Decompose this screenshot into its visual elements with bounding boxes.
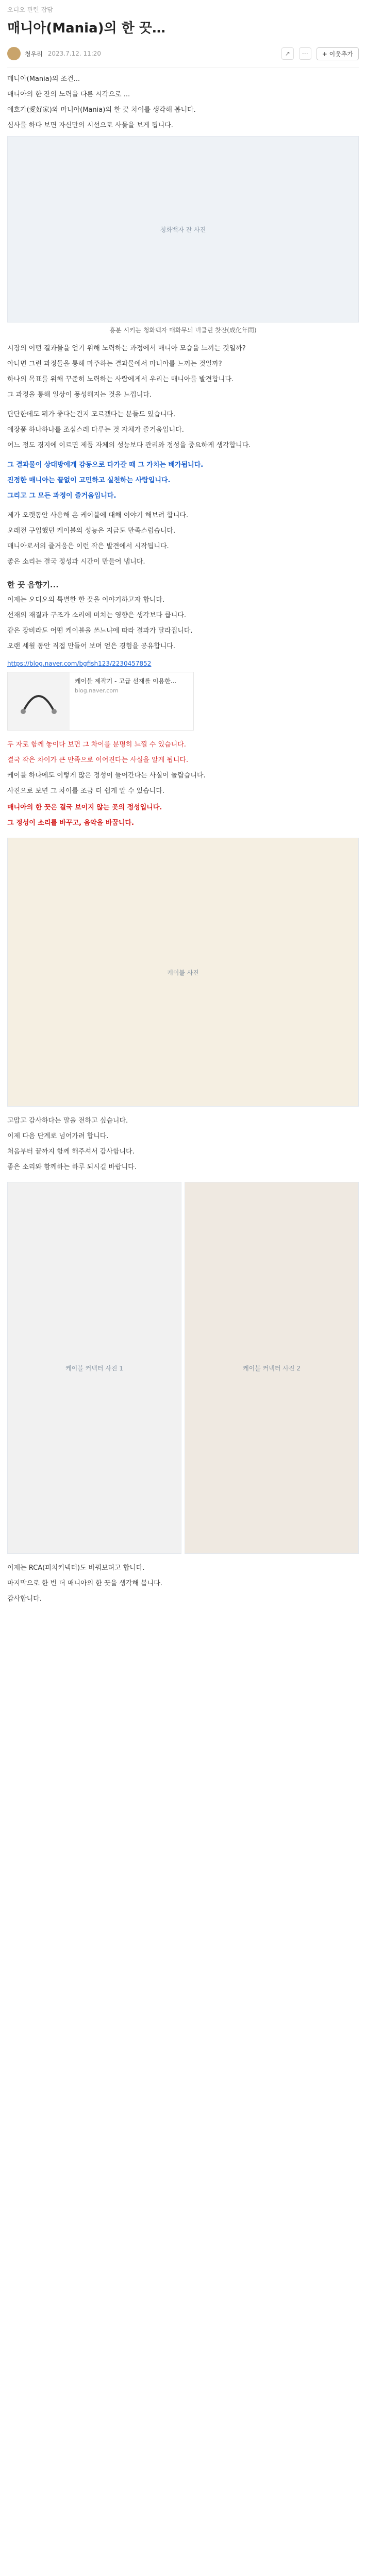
- meta-actions: [281, 47, 359, 60]
- section-8: [7, 1563, 359, 1604]
- external-link[interactable]: https://blog.naver.com/bgfish123/2230457852: [7, 660, 152, 667]
- image-connector-2: [185, 1182, 359, 1554]
- paragraph: 이제는 RCA(피치커넥터)도 바꿔보려고 합니다.: [7, 1564, 145, 1572]
- paragraph: 마지막으로 한 번 더 매니아의 한 끗을 생각해 봅니다.: [7, 1580, 162, 1587]
- image-label: 케이블 커넥터 사진 1: [65, 1364, 123, 1372]
- paragraph: 좋은 소리와 함께하는 하루 되시길 바랍니다.: [7, 1163, 137, 1171]
- paragraph: 고맙고 감사하다는 말을 전하고 싶습니다.: [7, 1117, 128, 1125]
- image-connector-1: [7, 1182, 181, 1554]
- paragraph: 감사합니다.: [7, 1595, 42, 1603]
- highlight-block: [7, 460, 359, 501]
- section-1: [7, 74, 359, 131]
- card-subtitle: blog.naver.com: [75, 687, 119, 694]
- section-7: [7, 1116, 359, 1173]
- paragraph: 심사를 하다 보면 자신만의 시선으로 사물을 보게 됩니다.: [7, 122, 173, 129]
- link-wrap: [7, 658, 359, 668]
- paragraph: 사진으로 보면 그 차이를 조금 더 쉽게 알 수 있습니다.: [7, 787, 165, 795]
- paragraph: 제가 오랫동안 사용해 온 케이블에 대해 이야기 해보려 합니다.: [7, 512, 189, 519]
- category-crumb[interactable]: 오디오 관련 잡담: [7, 6, 53, 13]
- post-title: 매니아(Mania)의 한 끗…: [7, 21, 165, 36]
- image-pair: [7, 1182, 359, 1554]
- image-label: 케이블 사진: [167, 969, 199, 976]
- paragraph: 매니아(Mania)의 조건...: [7, 75, 80, 83]
- avatar[interactable]: [7, 47, 21, 60]
- highlight-line: 진정한 매니아는 끝없이 고민하고 실천하는 사람입니다.: [7, 477, 171, 484]
- paragraph: 어느 정도 경지에 이르면 제품 자체의 성능보다 관리와 정성을 중요하게 생각합니다.: [7, 442, 251, 449]
- paragraph: 이제는 오디오의 특별한 한 끗을 이야기하고자 합니다.: [7, 596, 165, 604]
- paragraph: 처음부터 끝까지 함께 해주셔서 감사합니다.: [7, 1148, 135, 1156]
- section-3: [7, 410, 359, 451]
- paragraph: 아니면 그런 과정들을 통해 마주하는 결과물에서 마니아를 느끼는 것일까?: [7, 360, 222, 368]
- follow-button[interactable]: + 이웃추가: [317, 47, 359, 60]
- image-caption: 흥분 시키는 청화백자 매화무늬 넥클린 찻잔(成化年間): [109, 327, 257, 334]
- red-note: [7, 740, 359, 766]
- image-label: 케이블 커넥터 사진 2: [243, 1364, 301, 1372]
- red-bold: [7, 803, 359, 828]
- paragraph: 케이블 하나에도 이렇게 많은 정성이 들어간다는 사실이 놀랍습니다.: [7, 772, 206, 779]
- more-icon[interactable]: ⋯: [299, 47, 311, 60]
- card-text: [70, 672, 181, 730]
- highlight-line: 그리고 그 모든 과정이 즐거움입니다.: [7, 492, 117, 500]
- link-card[interactable]: [7, 672, 194, 731]
- red-line: 결국 작은 차이가 큰 만족으로 이어진다는 사실을 알게 됩니다.: [7, 756, 189, 764]
- author-name[interactable]: 청우리: [25, 50, 43, 58]
- red-bold-line: 매니아의 한 끗은 결국 보이지 않는 곳의 정성입니다.: [7, 804, 162, 811]
- section-6: [7, 771, 359, 796]
- post-body: [7, 72, 359, 1609]
- section-5: [7, 595, 359, 652]
- card-thumbnail: [8, 672, 70, 730]
- post-meta-bar: [7, 43, 359, 64]
- image-cup: [7, 136, 359, 323]
- card-title: 케이블 제작기 - 고급 선재를 이용한...: [75, 677, 177, 685]
- paragraph: 하나의 목표를 위해 꾸준히 노력하는 사람에게서 우리는 매니아를 발견합니다.: [7, 376, 234, 383]
- red-bold-line: 그 정성이 소리를 바꾸고, 음악을 바꿉니다.: [7, 819, 134, 827]
- paragraph: 같은 장비라도 어떤 케이블을 쓰느냐에 따라 결과가 달라집니다.: [7, 627, 193, 635]
- paragraph: 애장품 하나하나를 조심스레 다루는 것 자체가 즐거움입니다.: [7, 426, 184, 434]
- paragraph: 좋은 소리는 결국 정성과 시간이 만들어 냅니다.: [7, 558, 145, 566]
- red-line: 두 자로 함께 놓이다 보면 그 차이를 분명히 느낄 수 있습니다.: [7, 741, 186, 749]
- paragraph: 이제 다음 단계로 넘어가려 합니다.: [7, 1132, 109, 1140]
- image-cables: [7, 838, 359, 1107]
- section-2: [7, 344, 359, 400]
- section-4: [7, 511, 359, 567]
- paragraph: 단단한데도 뭐가 좋다는건지 모르겠다는 분들도 있습니다.: [7, 411, 176, 418]
- paragraph: 오래전 구입했던 케이블의 성능은 지금도 만족스럽습니다.: [7, 527, 176, 535]
- paragraph: 매니아의 한 잔의 노력을 다른 시각으로 ...: [7, 91, 130, 98]
- paragraph: 시장의 어떤 결과물을 얻기 위해 노력하는 과정에서 매니아 모습을 느끼는 것일까?: [7, 345, 246, 352]
- post-date: 2023.7.12. 11:20: [47, 50, 102, 57]
- cable-icon: [18, 681, 59, 722]
- paragraph: 그 과정을 통해 일상이 풍성해지는 것을 느낍니다.: [7, 391, 152, 399]
- paragraph: 매니아로서의 즐거움은 이런 작은 발견에서 시작됩니다.: [7, 543, 169, 550]
- paragraph: 오랜 세월 동안 직접 만들어 보며 얻은 경험을 공유합니다.: [7, 642, 176, 650]
- share-icon[interactable]: ↗: [281, 47, 294, 60]
- image-label: 청화백자 잔 사진: [160, 226, 206, 233]
- highlight-line: 그 결과물이 상대방에게 감동으로 다가갈 때 그 가치는 배가됩니다.: [7, 461, 204, 469]
- section-heading: 한 끗 음향기...: [7, 580, 59, 589]
- paragraph: 선재의 재질과 구조가 소리에 미치는 영향은 생각보다 큽니다.: [7, 612, 187, 619]
- paragraph: 애호가(愛好家)와 마니아(Mania)의 한 끗 차이를 생각해 봅니다.: [7, 106, 196, 114]
